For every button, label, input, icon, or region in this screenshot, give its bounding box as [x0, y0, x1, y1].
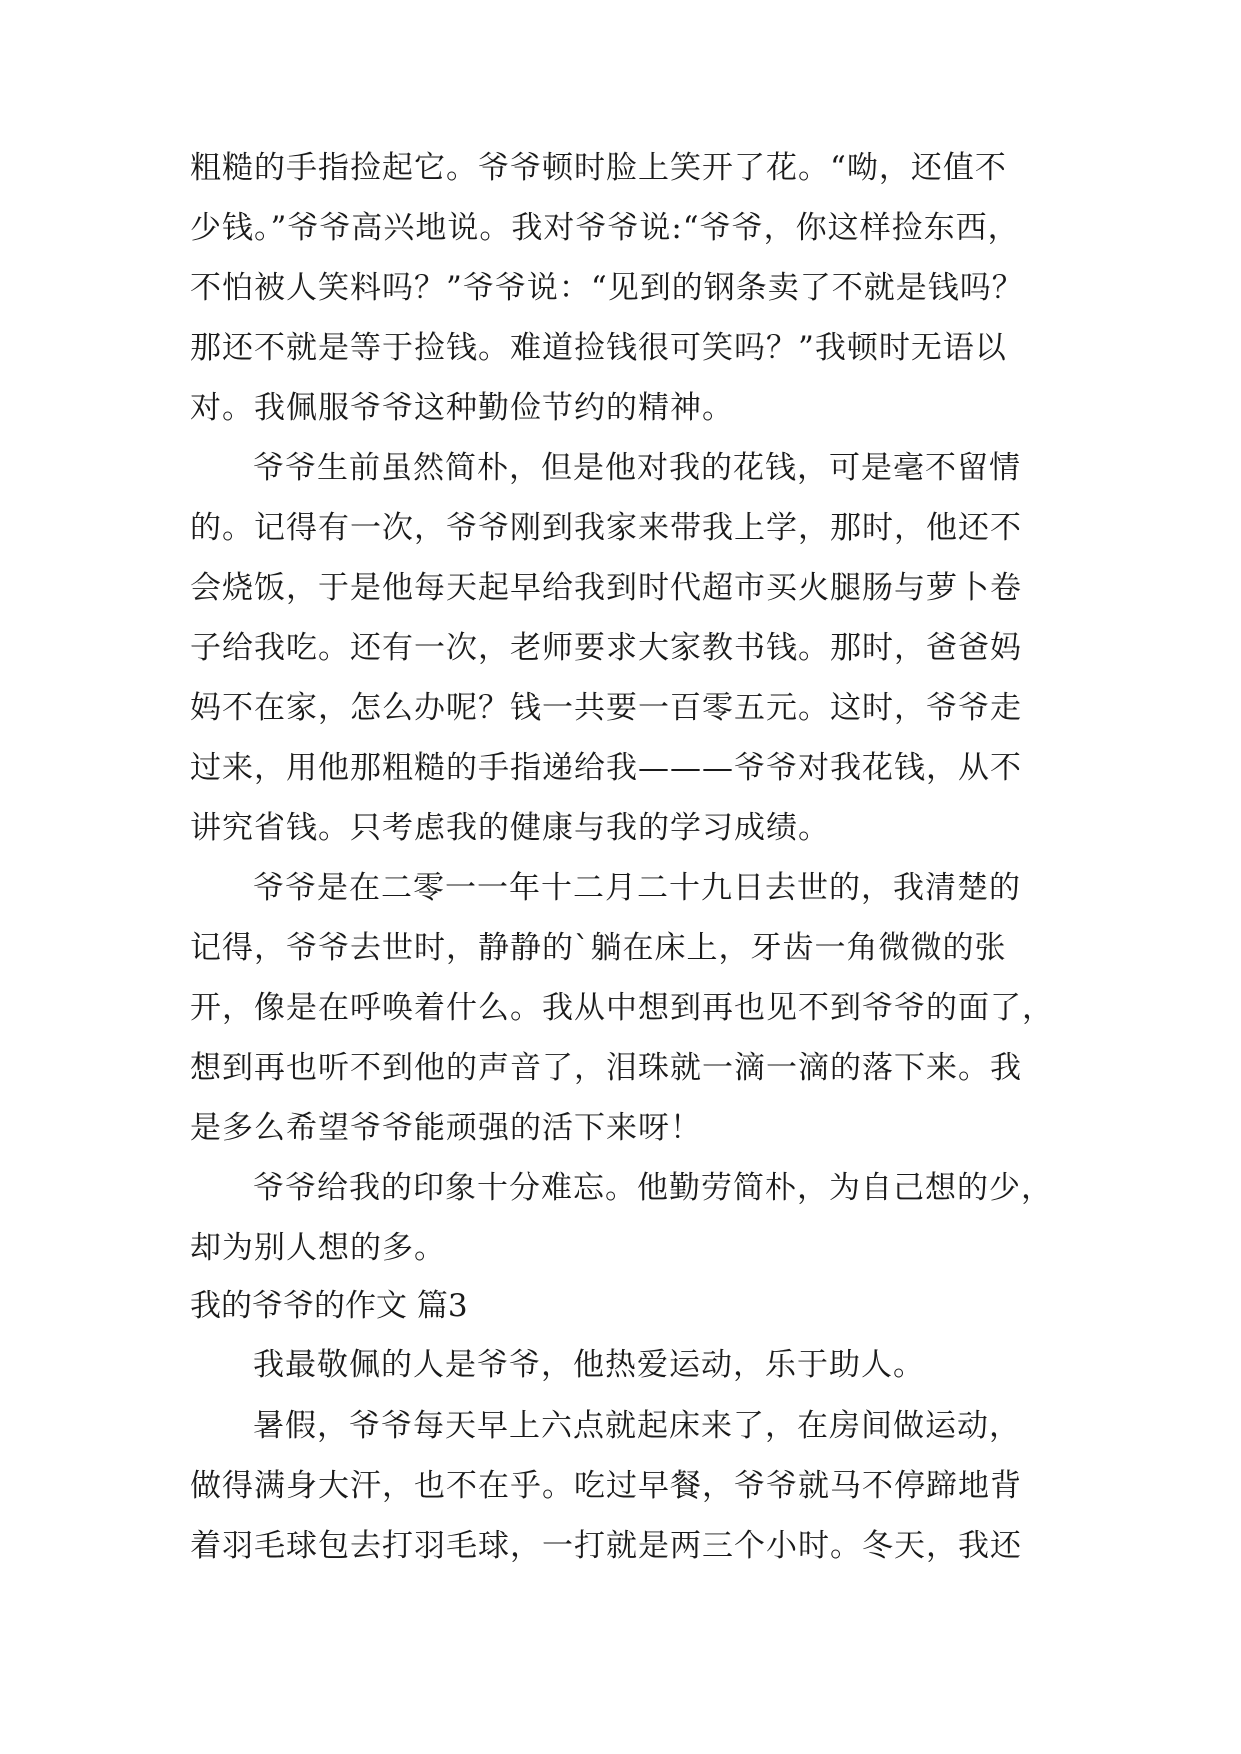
text-line: 是多么希望爷爷能顽强的活下来呀！: [190, 1110, 702, 1146]
text-line: 记得，爷爷去世时，静静的`躺在床上，牙齿一角微微的张: [190, 930, 1007, 966]
text-line: 妈不在家，怎么办呢？钱一共要一百零五元。这时，爷爷走: [190, 690, 1022, 726]
paragraph-first-line: 暑假，爷爷每天早上六点就起床来了，在房间做运动，: [253, 1408, 1021, 1444]
text-line: 开，像是在呼唤着什么。我从中想到再也见不到爷爷的面了，: [190, 990, 1054, 1026]
text-line: 却为别人想的多。: [190, 1230, 446, 1266]
text-line: 对。我佩服爷爷这种勤俭节约的精神。: [190, 390, 734, 426]
section-heading: 我的爷爷的作文 篇3: [190, 1288, 468, 1324]
text-line: 那还不就是等于捡钱。难道捡钱很可笑吗？”我顿时无语以: [190, 330, 1007, 366]
paragraph-first-line: 我最敬佩的人是爷爷，他热爱运动，乐于助人。: [253, 1347, 925, 1383]
text-line: 会烧饭，于是他每天起早给我到时代超市买火腿肠与萝卜卷: [190, 570, 1022, 606]
text-line: 少钱。”爷爷高兴地说。我对爷爷说:“爷爷，你这样捡东西，: [190, 210, 1020, 246]
text-line: 过来，用他那粗糙的手指递给我———爷爷对我花钱，从不: [190, 750, 1022, 786]
paragraph-first-line: 爷爷给我的印象十分难忘。他勤劳简朴，为自己想的少，: [253, 1170, 1053, 1206]
text-line: 做得满身大汗，也不在乎。吃过早餐，爷爷就马不停蹄地背: [190, 1468, 1022, 1504]
text-line: 讲究省钱。只考虑我的健康与我的学习成绩。: [190, 810, 830, 846]
paragraph-first-line: 爷爷是在二零一一年十二月二十九日去世的，我清楚的: [253, 870, 1021, 906]
text-line: 想到再也听不到他的声音了，泪珠就一滴一滴的落下来。我: [190, 1050, 1022, 1086]
text-line: 着羽毛球包去打羽毛球，一打就是两三个小时。冬天，我还: [190, 1528, 1022, 1564]
paragraph-first-line: 爷爷生前虽然简朴，但是他对我的花钱，可是毫不留情: [253, 450, 1021, 486]
text-line: 子给我吃。还有一次，老师要求大家教书钱。那时，爸爸妈: [190, 630, 1022, 666]
text-line: 的。记得有一次，爷爷刚到我家来带我上学，那时，他还不: [190, 510, 1022, 546]
text-line: 不怕被人笑料吗？”爷爷说：“见到的钢条卖了不就是钱吗？: [190, 270, 1024, 306]
text-line: 粗糙的手指捡起它。爷爷顿时脸上笑开了花。“呦，还值不: [190, 150, 1007, 186]
